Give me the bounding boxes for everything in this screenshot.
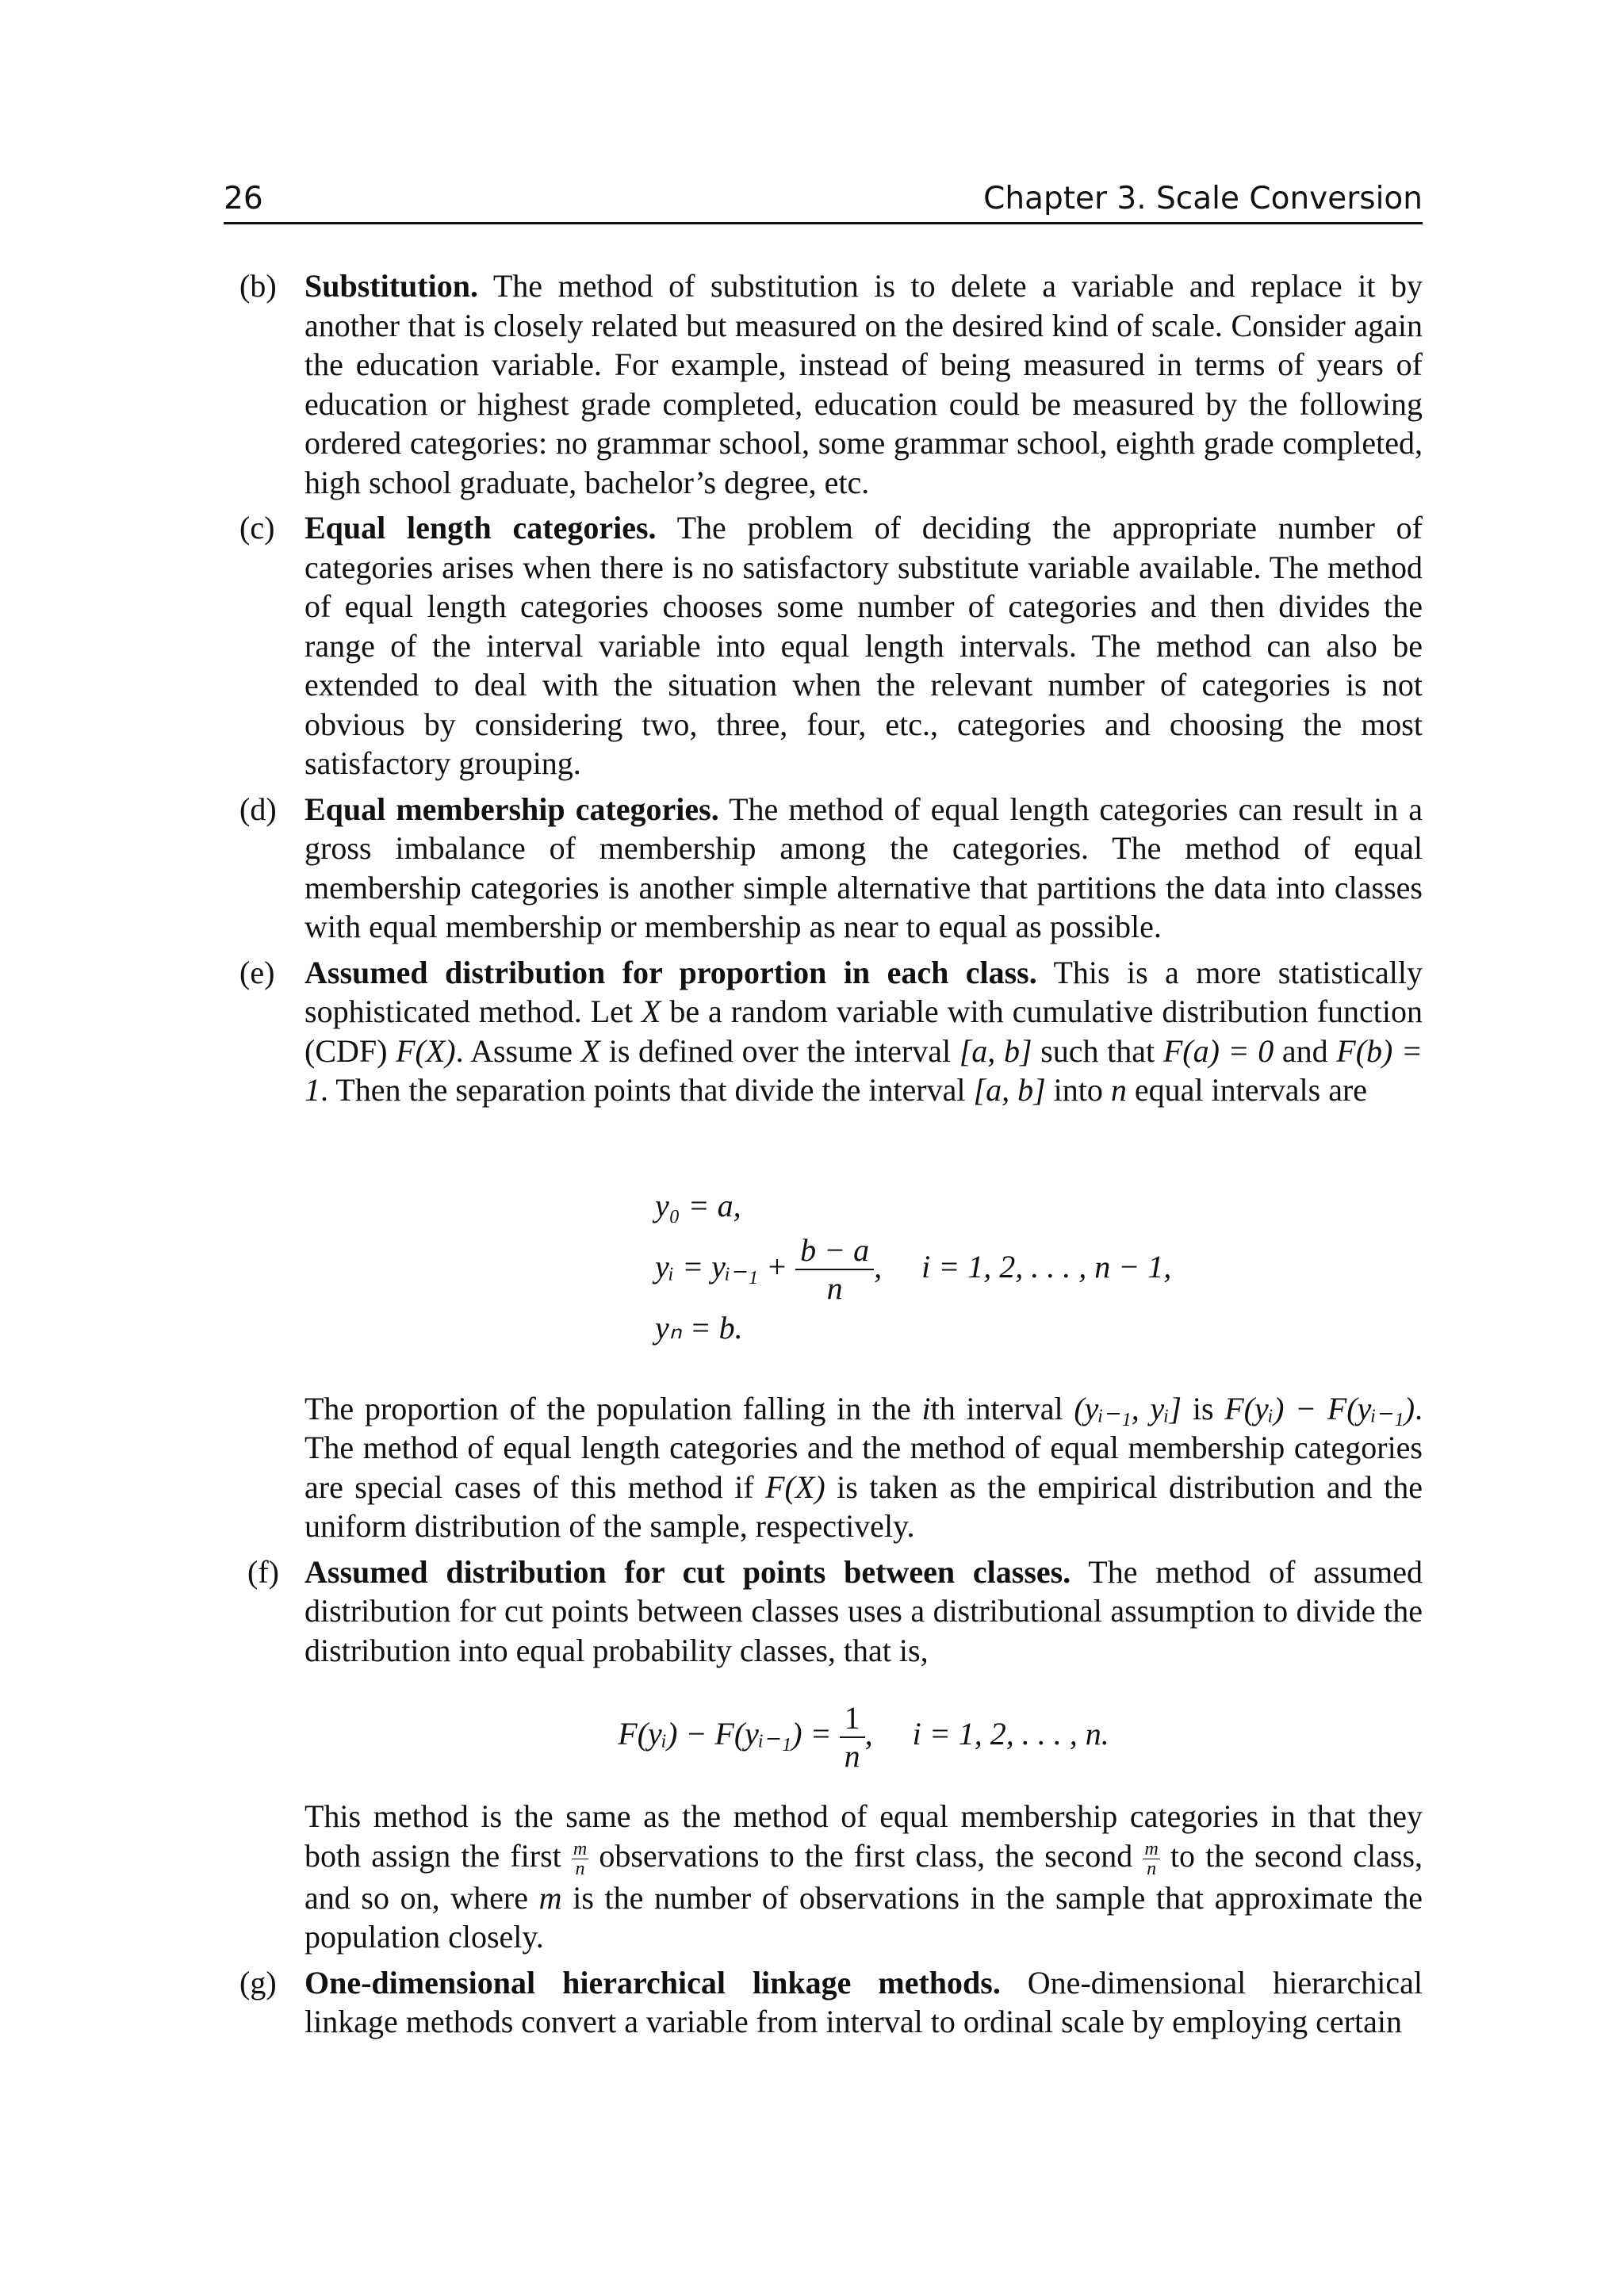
equation-block xyxy=(655,1183,1423,1351)
item-label: (e) xyxy=(239,954,275,990)
item-text: into xyxy=(1053,1072,1103,1108)
equation-line xyxy=(655,1229,1423,1305)
list-item-g xyxy=(224,1963,1423,2042)
item-text: The proportion of the population falling in the xyxy=(304,1390,911,1426)
equation-rhs: , i = 1, 2, . . . , n − 1, xyxy=(874,1248,1172,1285)
item-text: This is a more statistically sophisticated method. Let xyxy=(304,954,1423,1029)
item-text: is xyxy=(1192,1390,1214,1426)
item-title: One-dimensional hierarchical linkage methods. xyxy=(304,1964,1001,2001)
fraction xyxy=(795,1232,874,1307)
math-var: m xyxy=(538,1879,562,1916)
page-number: 26 xyxy=(224,181,263,216)
item-label: (g) xyxy=(239,1964,277,2001)
item-continuation xyxy=(304,1389,1423,1546)
item-text: is defined over the interval xyxy=(608,1032,952,1069)
list-item-c xyxy=(224,508,1423,783)
item-text: The method of assumed distribution for cut points between classes uses a distributional assumption to divide the distribution into equal probability classes, that is, xyxy=(304,1553,1423,1668)
math-expr: F(X) xyxy=(765,1468,825,1505)
math-expr: F(a) = 0 xyxy=(1162,1032,1274,1069)
item-continuation xyxy=(304,1797,1423,1957)
fraction xyxy=(840,1700,865,1775)
math-expr: [a, b] xyxy=(973,1072,1046,1108)
fraction-numerator: b − a xyxy=(795,1232,874,1270)
item-text: be a random variable with cumulative distribution function (CDF) xyxy=(304,994,1423,1069)
equation-rhs: , i = 1, 2, . . . , n. xyxy=(864,1716,1109,1752)
math-expr: F(b) = 1 xyxy=(304,1032,1423,1108)
equation-line: y₀ = a, xyxy=(655,1187,741,1223)
item-text: is the number of observations in the sample that approximate the population closely. xyxy=(304,1879,1423,1955)
list-item-e xyxy=(224,953,1423,1546)
list-item-b xyxy=(224,266,1423,502)
item-text: to the second class, and so on, where xyxy=(304,1837,1423,1916)
item-text: One-dimensional hierarchical linkage methods convert a variable from interval to ordinal scale by employing certain xyxy=(304,1964,1423,2039)
inline-fraction xyxy=(572,1840,588,1878)
math-var: i xyxy=(921,1390,931,1426)
item-text: such that xyxy=(1040,1032,1155,1069)
item-title: Assumed distribution for cut points between classes. xyxy=(304,1553,1071,1590)
item-text: is taken as the empirical distribution and the uniform distribution of the sample, respectively. xyxy=(304,1468,1423,1544)
equation-lhs: F(yᵢ) − F(yᵢ₋₁) = xyxy=(618,1716,832,1752)
item-label: (b) xyxy=(239,268,277,304)
item-title: Substitution. xyxy=(304,268,478,304)
page-body xyxy=(224,266,1423,2042)
item-label: (c) xyxy=(239,510,275,546)
chapter-title: Chapter 3. Scale Conversion xyxy=(983,181,1423,216)
item-text: . Then the separation points that divide the interval xyxy=(320,1072,966,1108)
fraction-numerator: m xyxy=(1144,1838,1159,1859)
fraction-denominator: n xyxy=(1147,1858,1157,1879)
math-expr: F(X) xyxy=(396,1032,456,1069)
item-text: and xyxy=(1281,1032,1328,1069)
item-title: Assumed distribution for proportion in each class. xyxy=(304,954,1037,990)
math-expr: (yᵢ₋₁, yᵢ] xyxy=(1074,1390,1182,1426)
list-item-f xyxy=(224,1553,1423,1957)
list-item-d xyxy=(224,790,1423,947)
running-header xyxy=(224,176,1423,224)
math-expr: F(yᵢ) − F(yᵢ₋₁) xyxy=(1224,1390,1415,1426)
math-var: X xyxy=(641,994,661,1029)
item-title: Equal membership categories. xyxy=(304,791,719,827)
math-var: X xyxy=(580,1032,601,1069)
item-label: (f) xyxy=(247,1553,279,1590)
fraction-denominator: n xyxy=(575,1858,585,1879)
item-text: The method of substitution is to delete a variable and replace it by another that is closely related but measured on the desired kind of scale. Consider again the education variable. For example, instead of being measured in terms of years of education or highest grade completed, education could be measured by the following ordered categories: no grammar school, some grammar school, eighth grade completed, high school graduate, bachelor’s degree, etc. xyxy=(304,268,1423,500)
fraction-denominator: n xyxy=(844,1738,860,1774)
item-label: (d) xyxy=(239,791,277,827)
item-text: observations to the first class, the second xyxy=(599,1837,1133,1874)
item-text: . Assume xyxy=(455,1032,573,1069)
equation-lhs: yᵢ = yᵢ₋₁ + xyxy=(655,1248,788,1285)
math-var: n xyxy=(1110,1072,1127,1108)
fraction-numerator: 1 xyxy=(840,1700,865,1738)
item-title: Equal length categories. xyxy=(304,510,657,546)
item-text: th interval xyxy=(930,1390,1063,1426)
item-text: The method of equal length categories can result in a gross imbalance of membership among the categories. The method of equal membership categories is another simple alternative that partitions the data into classes with equal membership or membership as near to equal as possible. xyxy=(304,791,1423,944)
equation-line: yₙ = b. xyxy=(655,1309,743,1346)
math-expr: [a, b] xyxy=(959,1032,1032,1069)
item-text: equal intervals are xyxy=(1134,1072,1368,1108)
inline-fraction xyxy=(1143,1840,1159,1878)
item-text: This method is the same as the method of equal membership categories in that they both assign the first xyxy=(304,1798,1423,1874)
fraction-denominator: n xyxy=(826,1270,843,1307)
fraction-numerator: m xyxy=(573,1838,588,1859)
item-text: . The method of equal length categories and the method of equal membership categories are special cases of this method if xyxy=(304,1390,1423,1505)
item-text: The problem of deciding the appropriate number of categories arises when there is no satisfactory substitute variable available. The method of equal length categories chooses some number of categories and then divides the range of the interval variable into equal length intervals. The method can also be extended to deal with the situation when the relevant number of categories is not obvious by considering two, three, four, etc., categories and choosing the most satisfactory grouping. xyxy=(304,510,1423,781)
equation-line xyxy=(304,1700,1423,1775)
